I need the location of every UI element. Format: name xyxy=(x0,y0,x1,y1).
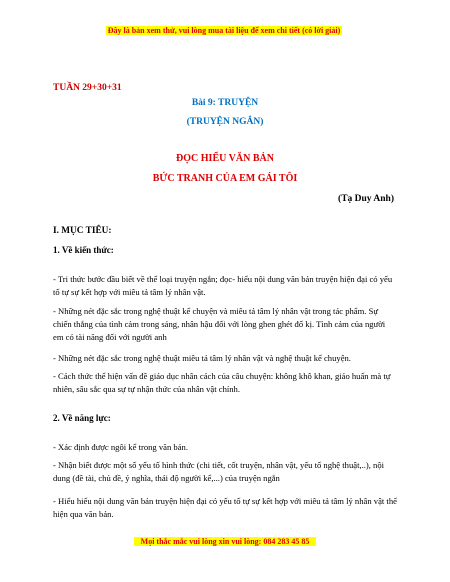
knowledge-item: - Cách thức thể hiện vấn đề giáo dục nhân cách của câu chuyện: không khô khan, giáo huấn mà tự nhiên, sâu sắc qua sự tự nhận thức của nhân vật chính. xyxy=(53,370,391,394)
preview-notice-banner: Đây là bản xem thử, vui lòng mua tài liệu để xem chi tiết (có lời giải) xyxy=(107,26,341,35)
ability-heading: 2. Về năng lực: xyxy=(53,413,111,423)
ability-item: - Nhận biết được một số yếu tố hình thức (chi tiết, cốt truyện, nhân vật, yếu tố nghệ thuật,..), nội dung (đề tài, chủ đề, ý nghĩa, thái độ người kể,...) của truyện ngắn xyxy=(53,459,385,483)
section-heading-objectives: I. MỤC TIÊU: xyxy=(53,226,112,236)
contact-banner: Mọi thắc mắc vui lòng xin vui lòng: 084 283 45 85 xyxy=(134,537,316,546)
ability-item: - Xác định được ngôi kể trong văn bản. xyxy=(53,441,188,452)
genre-subtitle: (TRUYỆN NGẮN) xyxy=(186,117,264,127)
story-title: BỨC TRANH CỦA EM GÁI TÔI xyxy=(152,173,298,184)
knowledge-item: - Tri thức bước đầu biết về thể loại truyện ngắn; đọc- hiểu nội dung văn bản truyện hiện đại có yếu tố tự sự kết hợp với miêu tả tâm lý nhân vật. xyxy=(53,273,393,297)
week-label: TUẦN 29+30+31 xyxy=(53,83,122,93)
lesson-title: Bài 9: TRUYỆN xyxy=(191,98,259,108)
author-credit: (Tạ Duy Anh) xyxy=(338,194,394,204)
reading-heading: ĐỌC HIỂU VĂN BẢN xyxy=(176,153,274,164)
knowledge-item: - Những nét đặc sắc trong nghệ thuật miêu tả tâm lý nhân vật và nghệ thuật kể chuyện. xyxy=(53,352,351,363)
knowledge-item: - Những nét đặc sắc trong nghệ thuật kể chuyện và miêu tả tâm lý nhân vật trong tác phẩm. Sự chiến thắng của tình cảm trong sáng, nhân hậu đối với lòng ghen ghét đố kị. Tình cảm của người em có tài năng đối với người anh xyxy=(53,305,386,342)
ability-item: - Hiểu hiểu nội dung văn bản truyện hiện đại có yếu tố tự sự kết hợp với miêu tả tâm lý nhân vật thể hiện qua văn bản. xyxy=(53,495,397,519)
knowledge-heading: 1. Về kiến thức: xyxy=(53,245,114,255)
